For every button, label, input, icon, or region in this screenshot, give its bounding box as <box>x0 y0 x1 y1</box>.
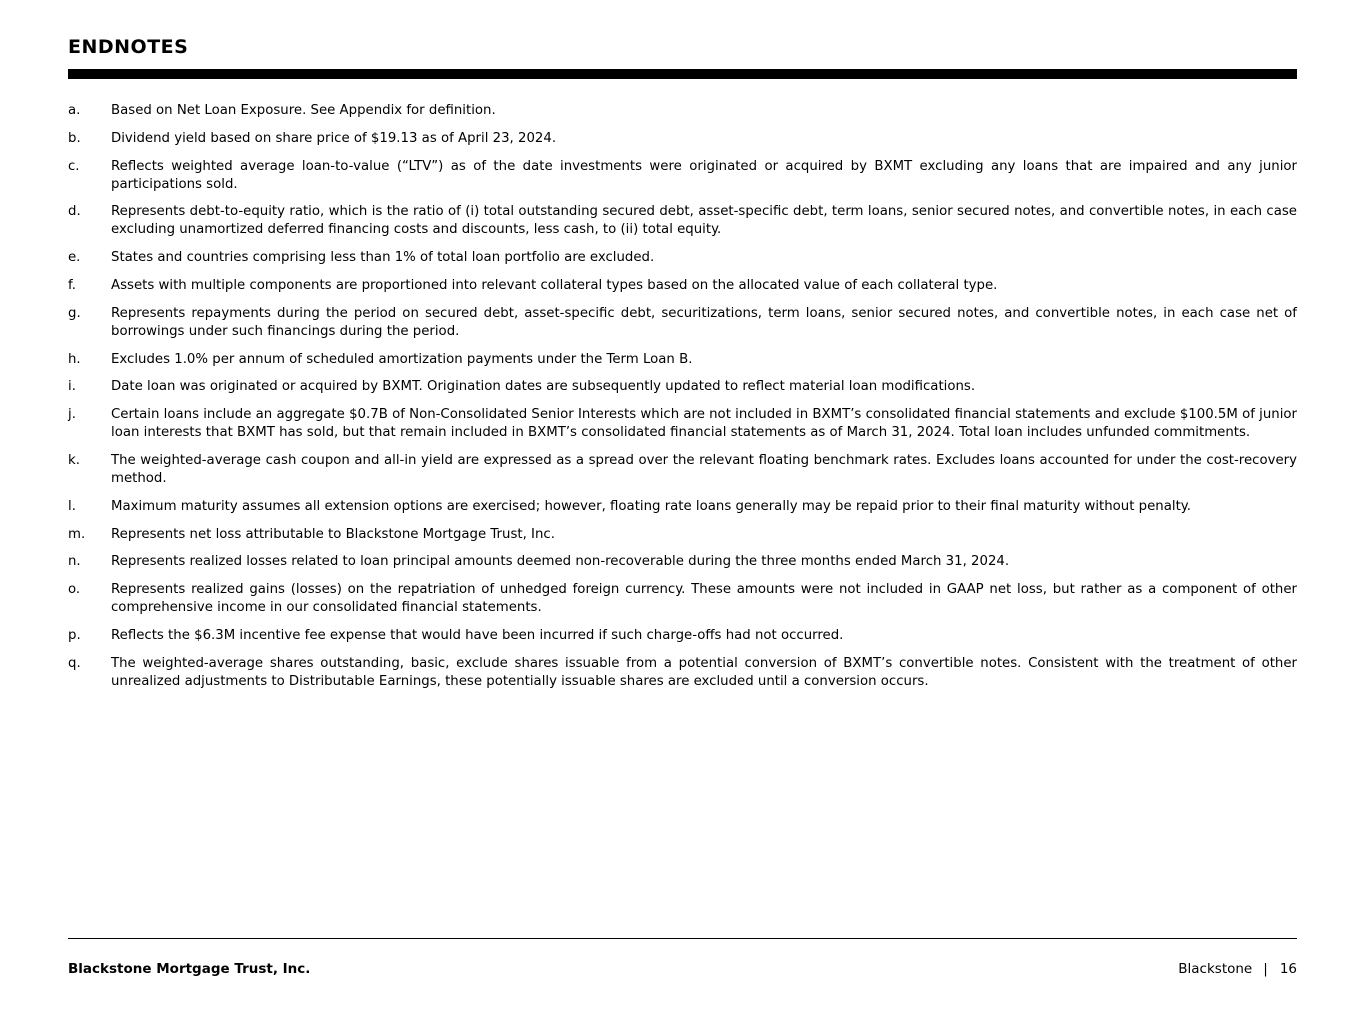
endnote-text: Represents realized losses related to loan principal amounts deemed non-recoverable during the three months ended March 31, 2024. <box>111 554 1010 570</box>
endnote-letter: c. <box>68 158 80 174</box>
endnote-text: Represents debt-to-equity ratio, which is the ratio of (i) total outstanding secured debt, asset-specific debt, term loans, senior secured notes, and convertible notes, in each case excluding unamortized deferred financing costs and discounts, less cash, to (ii) total equity. <box>111 204 1297 238</box>
endnote-letter: j. <box>68 407 76 423</box>
endnote-text: Certain loans include an aggregate $0.7B of Non-Consolidated Senior Interests which are not included in BXMT’s consolidated financial statements and exclude $100.5M of junior loan interests that BXMT has sold, but that remain included in BXMT’s consolidated financial statements as of March 31, 2024. Total loan includes unfunded commitments. <box>111 407 1297 441</box>
endnote-item <box>68 249 1297 267</box>
endnote-text: Excludes 1.0% per annum of scheduled amortization payments under the Term Loan B. <box>111 351 693 367</box>
endnote-letter: e. <box>68 250 81 266</box>
endnote-letter: q. <box>68 655 81 671</box>
endnote-item <box>68 203 1297 239</box>
endnote-letter: m. <box>68 526 86 542</box>
endnote-item <box>68 655 1297 691</box>
endnotes-list <box>68 102 1297 701</box>
endnote-letter: a. <box>68 103 81 118</box>
endnote-text: Date loan was originated or acquired by BXMT. Origination dates are subsequently updated to reflect material loan modifications. <box>111 379 976 395</box>
endnote-item <box>68 130 1297 148</box>
endnote-item <box>68 351 1297 369</box>
endnote-item <box>68 581 1297 617</box>
endnote-text: Represents realized gains (losses) on the repatriation of unhedged foreign currency. These amounts were not included in GAAP net loss, but rather as a component of other comprehensive income in our consolidated financial statements. <box>111 582 1297 616</box>
endnote-letter: o. <box>68 582 81 598</box>
endnote-item <box>68 452 1297 488</box>
endnote-item <box>68 526 1297 544</box>
endnote-item <box>68 158 1297 194</box>
endnote-item <box>68 553 1297 571</box>
endnote-item <box>68 378 1297 396</box>
endnote-text: Dividend yield based on share price of $19.13 as of April 23, 2024. <box>111 130 557 146</box>
endnote-item <box>68 498 1297 516</box>
footer-separator: | <box>1263 961 1268 977</box>
title-divider <box>68 69 1297 79</box>
endnote-letter: h. <box>68 351 81 367</box>
endnote-item <box>68 102 1297 120</box>
endnote-text: Represents repayments during the period on secured debt, asset-specific debt, securitizations, term loans, senior secured notes, and convertible notes, in each case net of borrowings under such financings during the period. <box>111 305 1297 339</box>
footer-brand: Blackstone <box>1178 961 1253 977</box>
endnote-item <box>68 406 1297 442</box>
endnote-item <box>68 277 1297 295</box>
endnote-text: Reflects the $6.3M incentive fee expense that would have been incurred if such charge-offs had not occurred. <box>111 627 844 643</box>
endnote-item <box>68 627 1297 645</box>
endnote-letter: p. <box>68 627 81 643</box>
endnote-text: Maximum maturity assumes all extension options are exercised; however, floating rate loans generally may be repaid prior to their final maturity without penalty. <box>111 498 1191 514</box>
endnote-text: Reflects weighted average loan-to-value (“LTV”) as of the date investments were originated or acquired by BXMT excluding any loans that are impaired and any junior participations sold. <box>111 158 1297 192</box>
endnote-letter: i. <box>68 379 76 395</box>
endnote-letter: k. <box>68 452 80 468</box>
endnote-letter: b. <box>68 130 81 146</box>
endnote-text: Based on Net Loan Exposure. See Appendix for definition. <box>111 103 496 118</box>
endnote-letter: g. <box>68 305 81 321</box>
footer-company-name: Blackstone Mortgage Trust, Inc. <box>68 961 311 977</box>
footer-page-info <box>1178 961 1297 977</box>
endnote-letter: d. <box>68 204 81 220</box>
endnote-text: Assets with multiple components are proportioned into relevant collateral types based on the allocated value of each collateral type. <box>111 277 998 293</box>
endnote-text: States and countries comprising less than 1% of total loan portfolio are excluded. <box>111 250 655 266</box>
endnote-text: The weighted-average shares outstanding, basic, exclude shares issuable from a potential conversion of BXMT’s convertible notes. Consistent with the treatment of other unrealized adjustments to Distributable Earnings, these potentially issuable shares are excluded until a conversion occurs. <box>111 655 1297 689</box>
endnote-letter: l. <box>68 498 76 514</box>
page-title: ENDNOTES <box>68 36 189 58</box>
endnote-text: Represents net loss attributable to Blackstone Mortgage Trust, Inc. <box>111 526 555 542</box>
page-number: 16 <box>1279 961 1297 977</box>
endnote-text: The weighted-average cash coupon and all-in yield are expressed as a spread over the relevant floating benchmark rates. Excludes loans accounted for under the cost-recovery method. <box>111 452 1297 486</box>
endnote-item <box>68 305 1297 341</box>
footer-divider <box>68 938 1297 939</box>
endnote-letter: n. <box>68 554 81 570</box>
endnote-letter: f. <box>68 277 76 293</box>
